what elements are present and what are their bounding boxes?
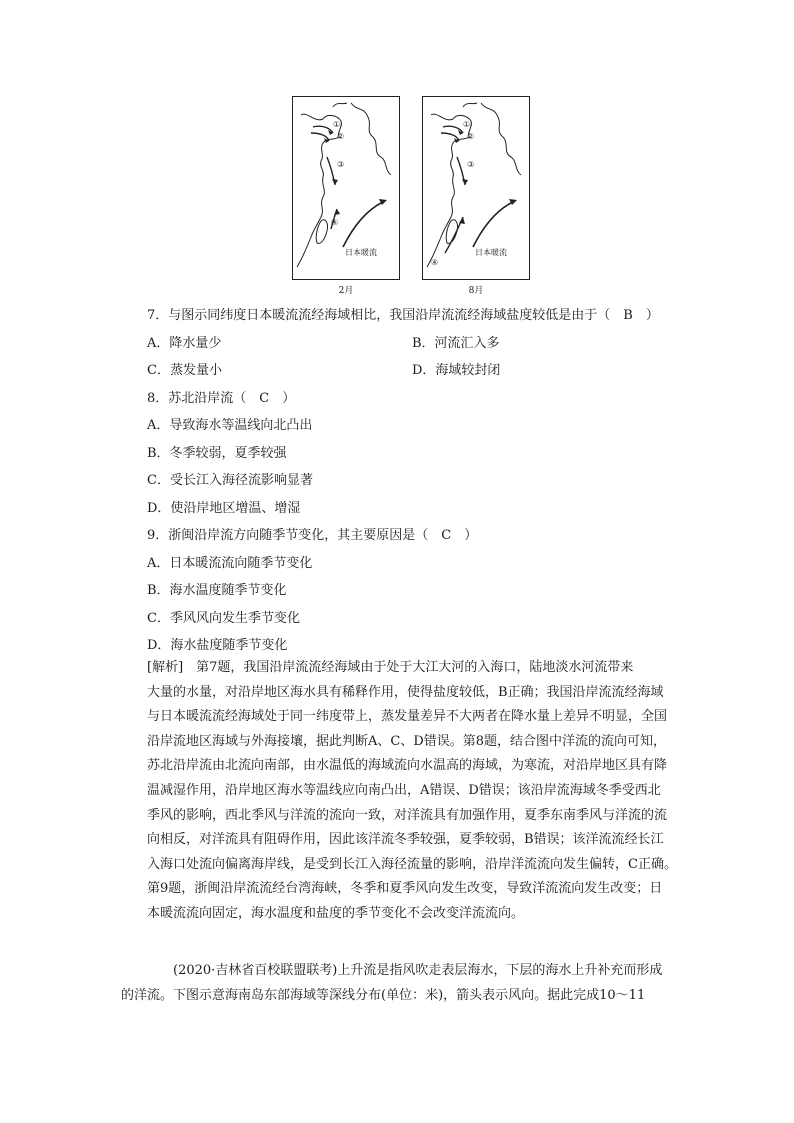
- analysis-line: 第9题，浙闽沿岸流流经台湾海峡，冬季和夏季风向发生改变，导致洋流流向发生改变；日: [147, 881, 663, 897]
- label-2: ②: [337, 132, 345, 141]
- question-8-option-a: A．导致海水等温线向北凸出: [147, 418, 313, 433]
- question-9-stem: 9．浙闽沿岸流方向随季节变化，其主要原因是（ C ）: [147, 528, 478, 543]
- question-8-option-c: C．受长江入海径流影响显著: [147, 473, 313, 488]
- question-7-options-row-1: [147, 330, 677, 358]
- map-august: [422, 96, 530, 296]
- analysis-line: 向相反，对洋流具有阻碍作用，因此该洋流冬季较强，夏季较弱，B错误；该洋流流经长江: [147, 832, 664, 848]
- question-9-option-c: C．季风风向发生季节变化: [147, 610, 300, 626]
- question-9-option-d: D．海水盐度随季节变化: [147, 638, 288, 653]
- analysis-line: 苏北沿岸流由北流向南部，由水温低的海域流向水温高的海域，为寒流，对沿岸地区具有降: [147, 758, 668, 774]
- question-7-option-a: A．降水量少: [147, 335, 222, 351]
- intro-line: 的洋流。下图示意海南岛东部海域等深线分布(单位：米)，箭头表示风向。据此完成10～11: [121, 987, 646, 1003]
- map-caption-feb: 2月: [338, 286, 354, 296]
- question-7-option-c: C．蒸发量小: [147, 363, 222, 378]
- coastline-map-feb: [293, 97, 399, 279]
- map-frame: [292, 96, 400, 280]
- label-4: ④: [331, 218, 339, 227]
- analysis-line: 温减湿作用，沿岸地区海水等温线应向南凸出，A错误、D错误；该沿岸流海域冬季受西北: [147, 782, 661, 798]
- question-8-option-d: D．使沿岸地区增温、增湿: [147, 500, 301, 516]
- analysis-line: 入海口处流向偏离海岸线，是受到长江入海径流量的影响，沿岸洋流流向发生偏转，C正确。: [147, 856, 677, 872]
- map-february: [292, 96, 400, 296]
- question-9-option-a: A．日本暖流流向随季节变化: [147, 555, 313, 571]
- analysis-line: 季风的影响，西北季风与洋流的流向一致，对洋流具有加强作用，夏季东南季风与洋流的流: [147, 807, 668, 823]
- next-question-intro: [121, 959, 683, 1008]
- question-7-stem: 7．与图示同纬度日本暖流流经海域相比，我国沿岸流流经海域盐度较低是由于（ B ）: [147, 308, 659, 323]
- question-7-options-row-2: [147, 357, 677, 385]
- analysis-block: [147, 656, 683, 927]
- label-4: ④: [431, 258, 439, 267]
- label-1: ①: [333, 120, 341, 129]
- question-7-option-d: D．海域较封闭: [412, 363, 501, 378]
- question-7-option-b: B．河流汇入多: [412, 335, 500, 351]
- coastline-map-aug: [423, 97, 529, 279]
- map-caption-aug: 8月: [468, 286, 484, 296]
- questions-block: [147, 302, 677, 660]
- analysis-line: 大量的水量，对沿岸地区海水具有稀释作用，使得盐度较低，B正确；我国沿岸流流经海域: [147, 684, 664, 700]
- question-9-option-b: B．海水温度随季节变化: [147, 583, 287, 598]
- analysis-line: [解析] 第7题，我国沿岸流流经海域由于处于大江大河的入海口，陆地淡水河流带来: [147, 660, 634, 675]
- map-frame: [422, 96, 530, 280]
- current-label: 日本暖流: [345, 248, 377, 257]
- label-1: ①: [463, 120, 471, 129]
- ocean-current-maps: [292, 96, 532, 296]
- question-8-option-b: B．冬季较弱，夏季较强: [147, 445, 287, 461]
- label-3: ③: [337, 160, 345, 169]
- question-8-stem: 8．苏北沿岸流（ C ）: [147, 390, 296, 406]
- analysis-line: 与日本暖流流经海域处于同一纬度带上，蒸发量差异不大两者在降水量上差异不明显，全国: [147, 709, 668, 725]
- analysis-line: 本暖流流向固定，海水温度和盐度的季节变化不会改变洋流流向。: [147, 905, 525, 921]
- intro-line: (2020·吉林省百校联盟联考)上升流是指风吹走表层海水，下层的海水上升补充而形成: [173, 963, 663, 978]
- analysis-line: 沿岸流地区海域与外海接壤，据此判断A、C、D错误。第8题，结合图中洋流的流向可知，: [147, 733, 667, 749]
- label-2: ②: [467, 132, 475, 141]
- label-3: ③: [467, 160, 475, 169]
- current-label: 日本暖流: [475, 248, 507, 257]
